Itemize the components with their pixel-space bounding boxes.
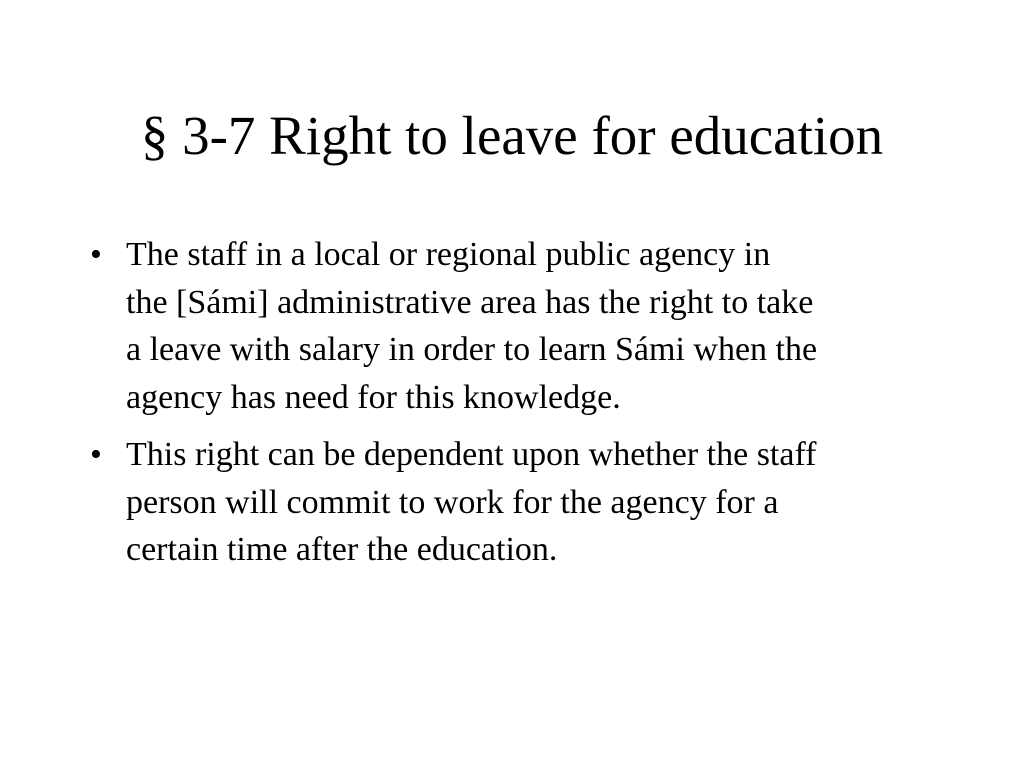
bullet-line: person will commit to work for the agency for a: [126, 483, 779, 521]
bullet-line: The staff in a local or regional public agency in: [126, 236, 771, 273]
bullet-item: [84, 431, 964, 574]
bullet-line: a leave with salary in order to learn Sámi when the: [126, 331, 818, 368]
slide-title: § 3-7 Right to leave for education: [140, 105, 884, 166]
bullet-icon: •: [90, 436, 102, 473]
bullet-list: [84, 231, 964, 584]
bullet-line: certain time after the education.: [126, 531, 558, 568]
bullet-item: [84, 231, 964, 421]
bullet-icon: •: [90, 236, 102, 273]
bullet-line: This right can be dependent upon whether the staff: [126, 436, 817, 473]
bullet-line: agency has need for this knowledge.: [126, 378, 621, 416]
bullet-line: the [Sámi] administrative area has the right to take: [126, 283, 814, 321]
